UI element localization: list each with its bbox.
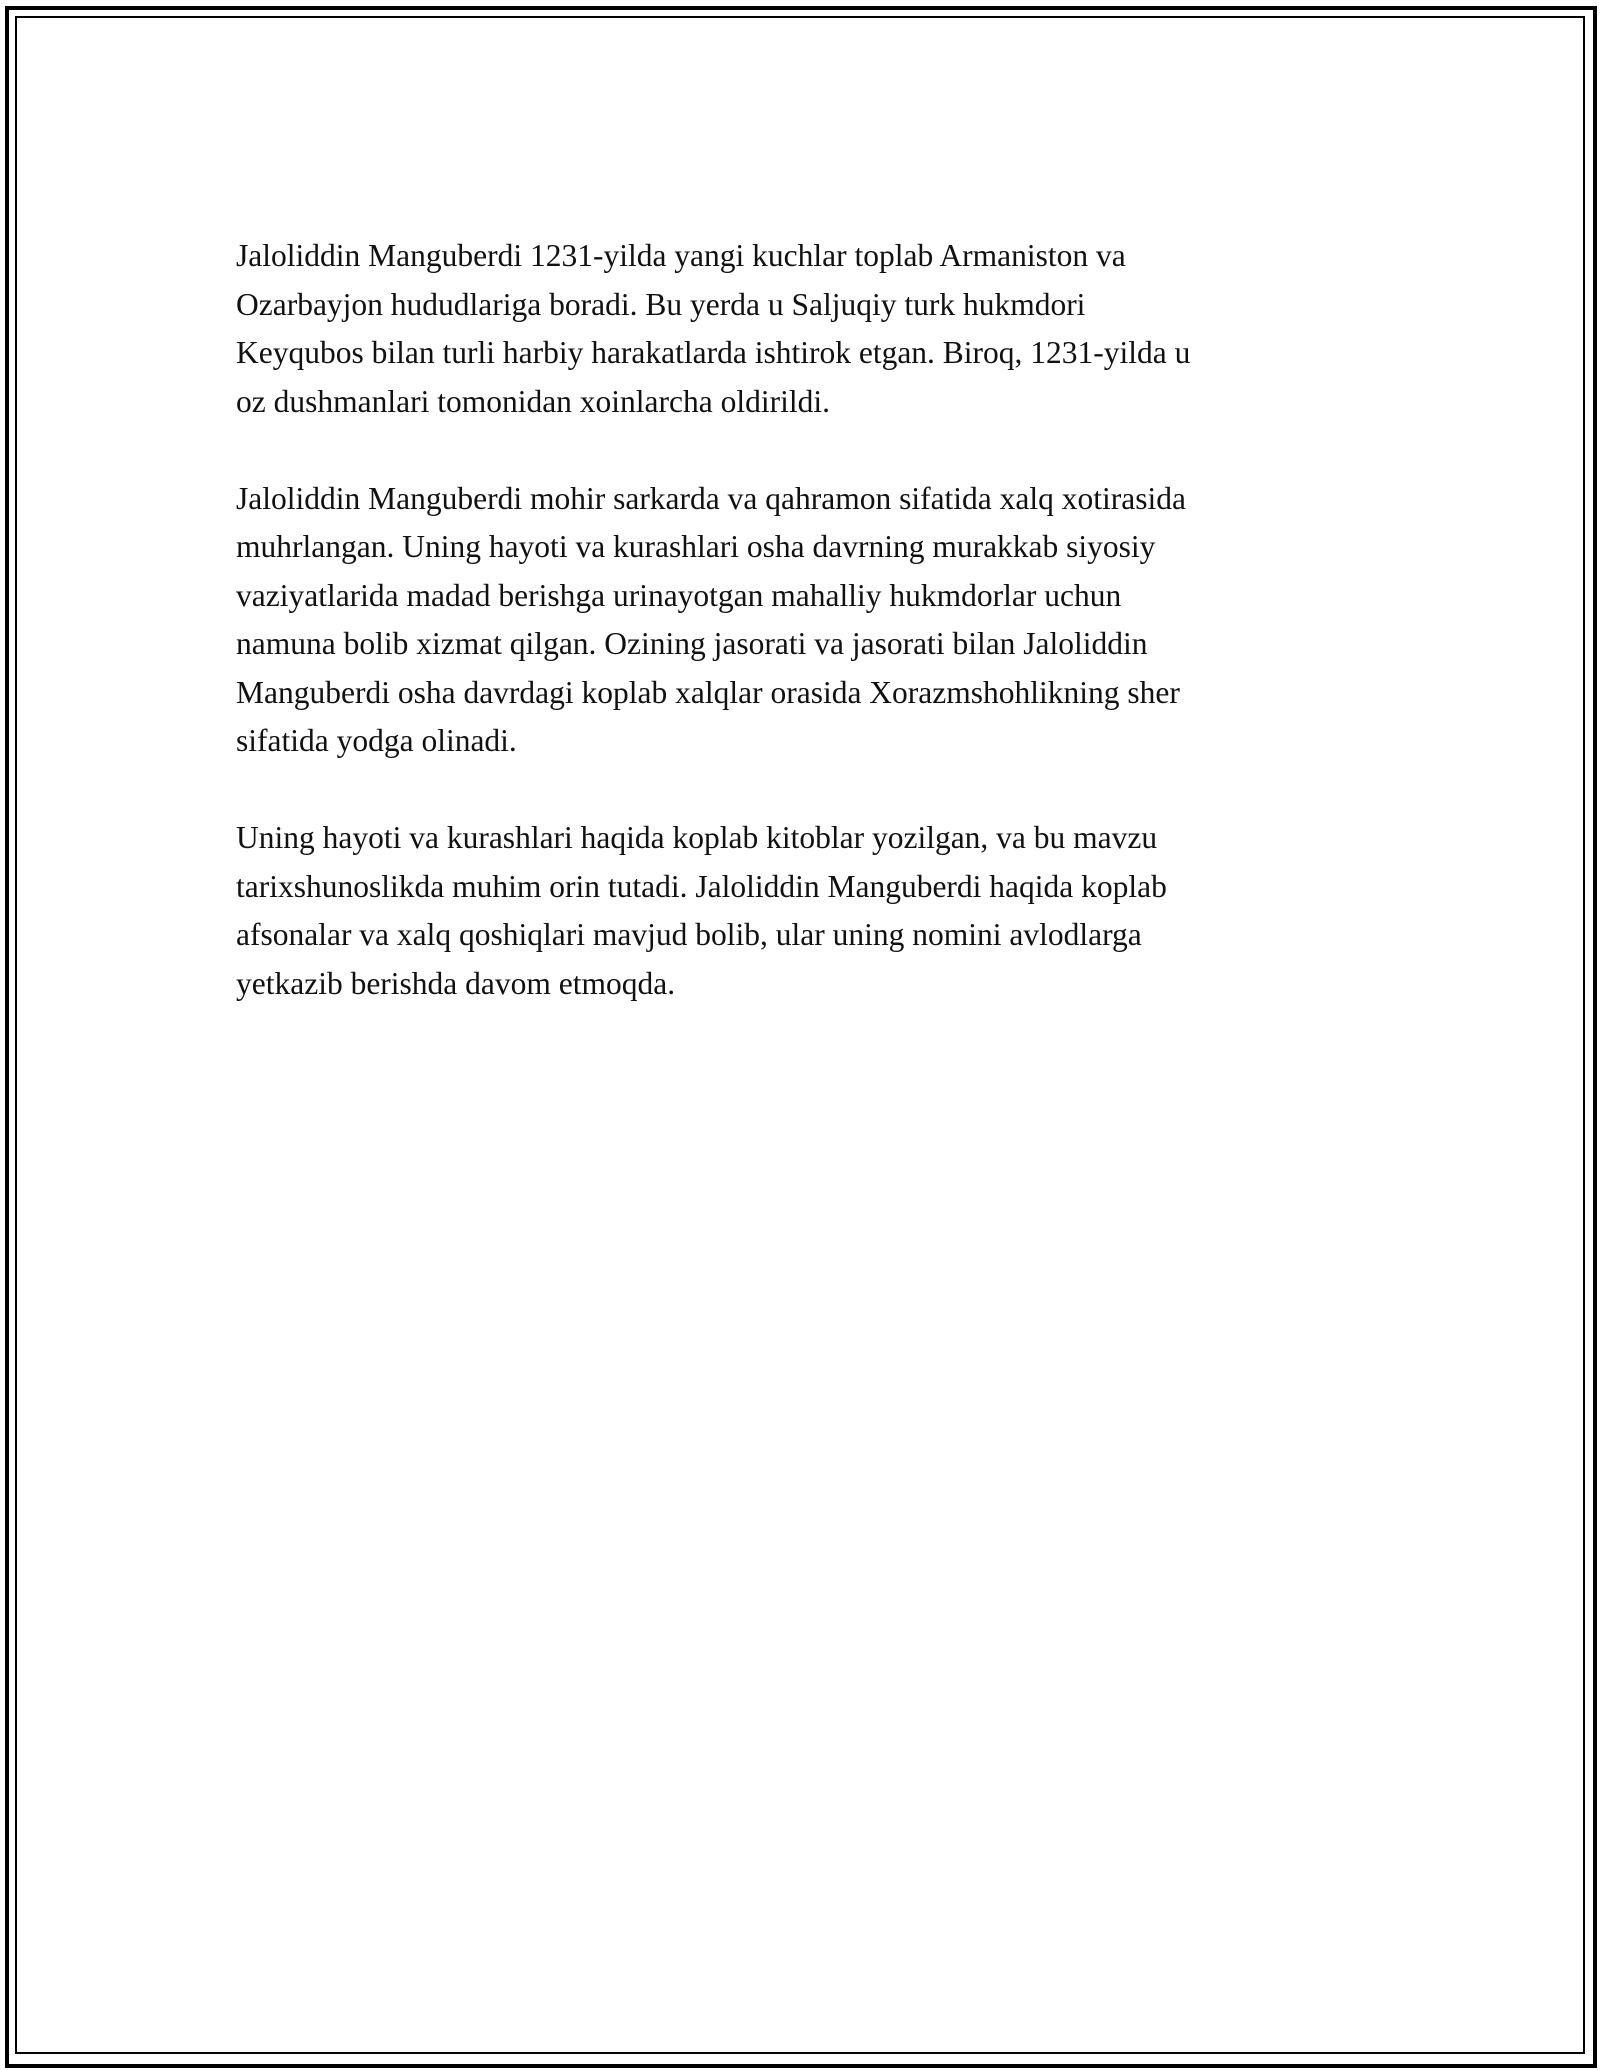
text-line: afsonalar va xalq qoshiqlari mavjud bolib, ular uning nomini avlodlarga [236, 917, 1142, 952]
text-line: Manguberdi osha davrdagi koplab xalqlar orasida Xorazmshohlikning sher [236, 674, 1180, 710]
text-line: Keyqubos bilan turli harbiy harakatlarda ishtirok etgan. Biroq, 1231-yilda u [236, 335, 1191, 370]
text-line: yetkazib berishda davom etmoqda. [236, 965, 676, 1001]
paragraph-2 [236, 475, 1366, 766]
text-line: Uning hayoti va kurashlari haqida koplab kitoblar yozilgan, va bu mavzu [236, 820, 1158, 855]
text-line: Jaloliddin Manguberdi mohir sarkarda va qahramon sifatida xalq xotirasida [236, 480, 1186, 516]
document-body [236, 232, 1366, 1057]
text-line: Jaloliddin Manguberdi 1231-yilda yangi kuchlar toplab Armaniston va [236, 238, 1126, 273]
text-line: tarixshunoslikda muhim orin tutadi. Jaloliddin Manguberdi haqida koplab [236, 868, 1167, 904]
text-line: muhrlangan. Uning hayoti va kurashlari osha davrning murakkab siyosiy [236, 529, 1156, 564]
text-line: namuna bolib xizmat qilgan. Ozining jasorati va jasorati bilan Jaloliddin [236, 626, 1148, 661]
text-line: vaziyatlarida madad berishga urinayotgan mahalliy hukmdorlar uchun [236, 577, 1122, 613]
paragraph-1 [236, 232, 1366, 426]
text-line: sifatida yodga olinadi. [236, 723, 517, 758]
paragraph-3 [236, 814, 1366, 1008]
text-line: oz dushmanlari tomonidan xoinlarcha oldirildi. [236, 383, 830, 419]
text-line: Ozarbayjon hududlariga boradi. Bu yerda u Saljuqiy turk hukmdori [236, 286, 1086, 322]
